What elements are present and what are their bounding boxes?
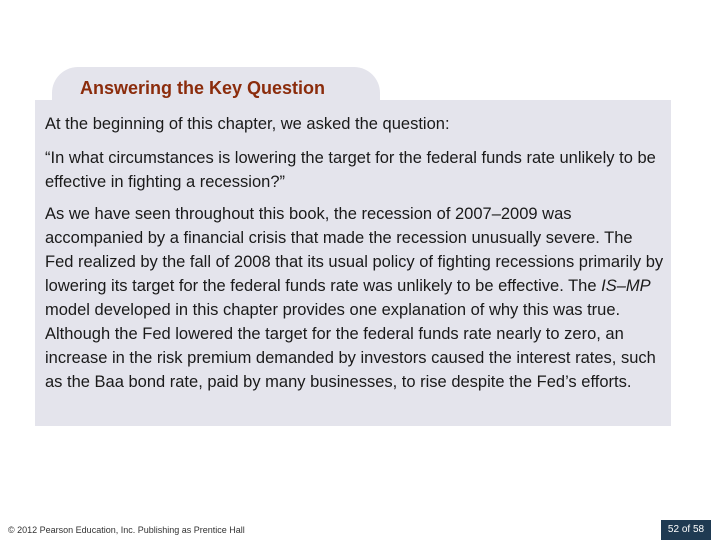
copyright-footer: © 2012 Pearson Education, Inc. Publishing as Prentice Hall [8,525,245,535]
slide-title: Answering the Key Question [80,78,326,98]
paragraph-explanation-part1: As we have seen throughout this book, the recession of 2007–2009 was accompanied by a financial crisis that made the recession unusually severe. The Fed realized by the fall of 2008 that its usual policy of fighting recessions primarily by lowering its target for the federal funds rate was unlikely to be effective. The [45,205,664,295]
paragraph-question: “In what circumstances is lowering the target for the federal funds rate unlikely to be effective in fighting a recession?” [45,149,656,191]
model-name: IS–MP [601,277,651,295]
paragraph-explanation-part2: model developed in this chapter provides one explanation of why this was true. Although the Fed lowered the target for the federal funds rate nearly to zero, an increase in the risk premium demanded by investors caused the interest rates, such as the Baa bond rate, paid by many businesses, to rise despite the Fed’s efforts. [45,301,656,391]
paragraph-intro: At the beginning of this chapter, we asked the question: [45,115,450,133]
page-number-badge: 52 of 58 [661,520,711,540]
paragraph-explanation [45,202,665,394]
